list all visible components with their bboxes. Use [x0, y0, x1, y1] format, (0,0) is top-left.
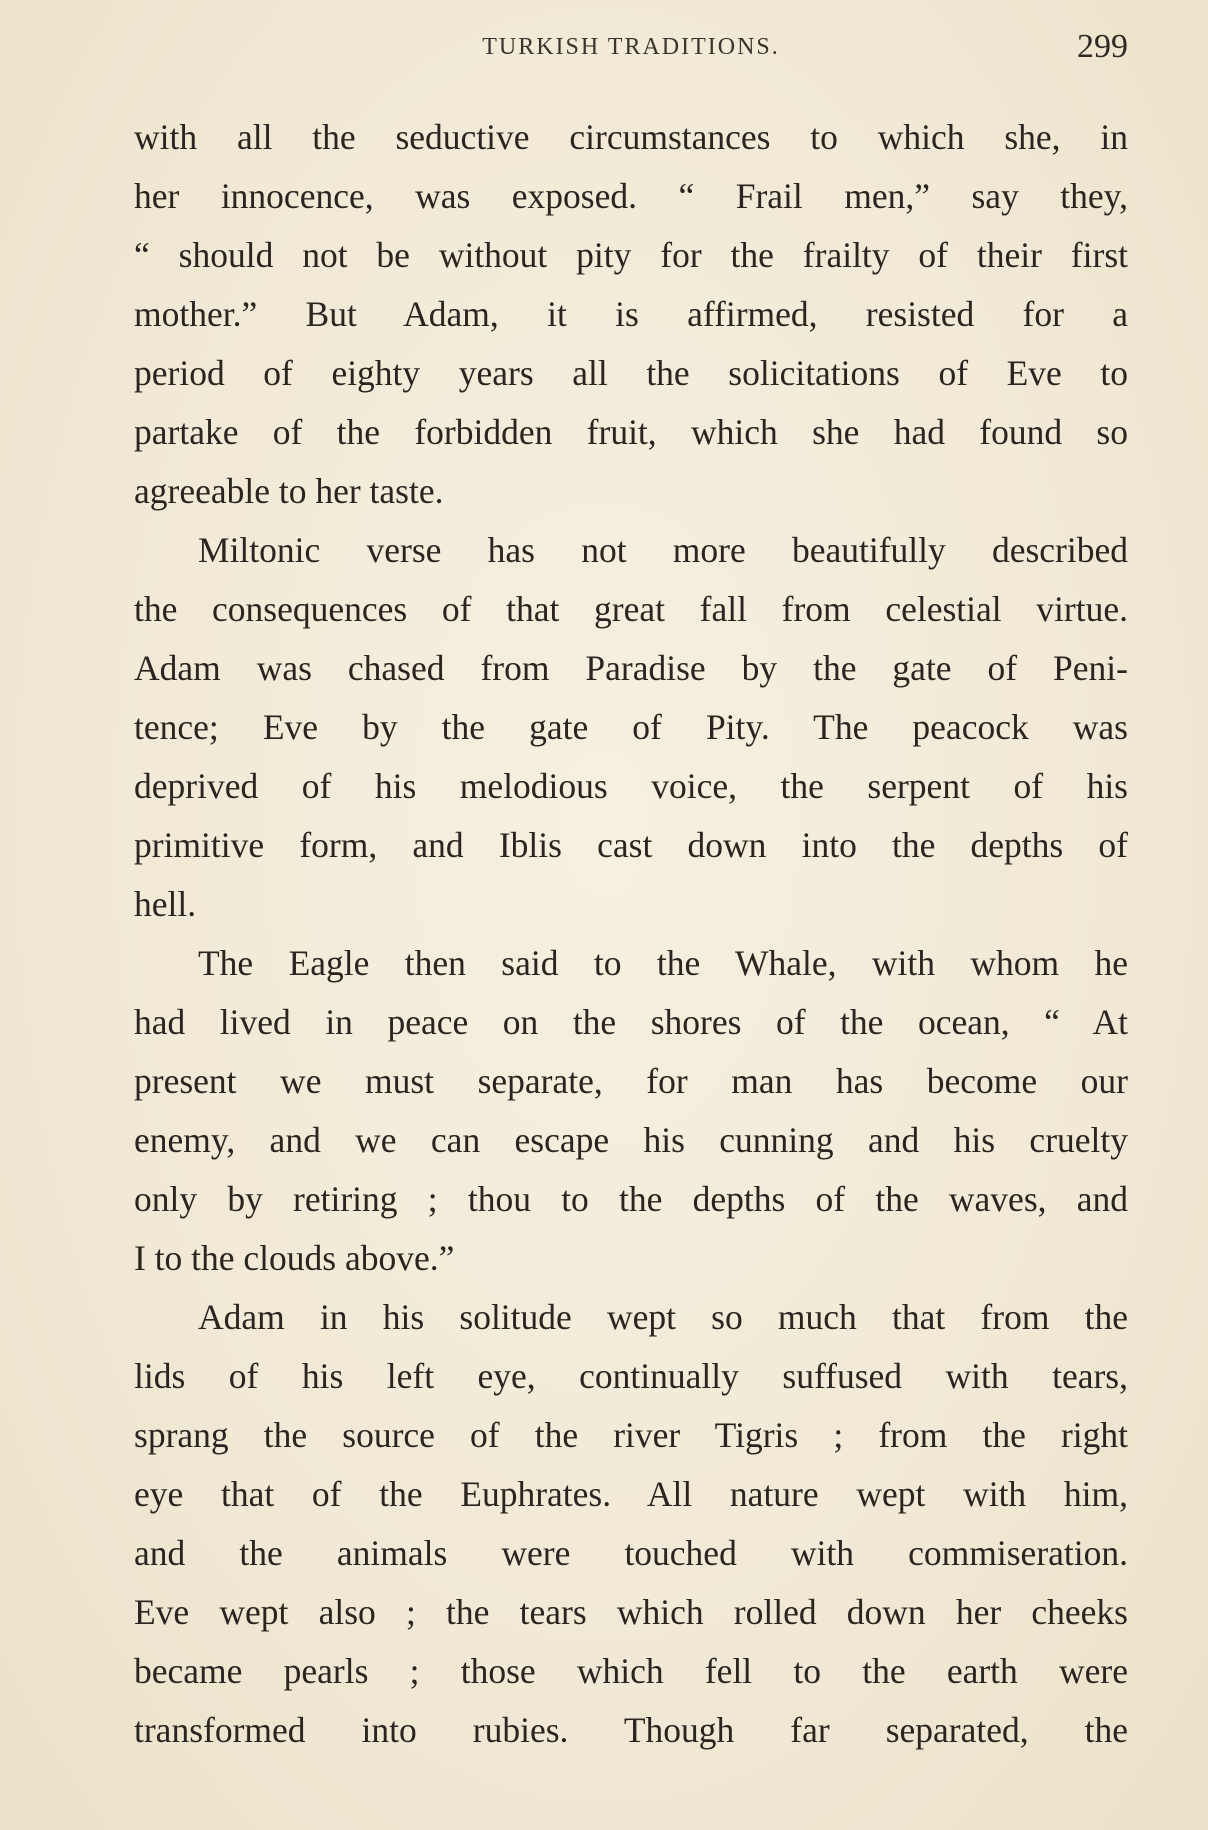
text-line: present we must separate, for man has become our [134, 1061, 1128, 1101]
text-line: became pearls ; those which fell to the earth were [134, 1651, 1128, 1691]
text-line: period of eighty years all the solicitations of Eve to [134, 353, 1128, 393]
text-line: tence; Eve by the gate of Pity. The peacock was [134, 707, 1128, 747]
text-line: lids of his left eye, continually suffused with tears, [134, 1356, 1128, 1396]
text-line: enemy, and we can escape his cunning and his cruelty [134, 1120, 1128, 1160]
text-line: “ should not be without pity for the frailty of their first [134, 235, 1128, 275]
text-line: and the animals were touched with commiseration. [134, 1533, 1128, 1573]
running-head [134, 28, 1128, 68]
text-line: hell. [134, 884, 197, 924]
text-line: transformed into rubies. Though far separated, the [134, 1710, 1128, 1750]
paragraph-start-line: Adam in his solitude wept so much that from the [198, 1297, 1128, 1337]
paragraph-start-line: Miltonic verse has not more beautifully described [198, 530, 1128, 570]
text-line: only by retiring ; thou to the depths of the waves, and [134, 1179, 1128, 1219]
page-number: 299 [1077, 28, 1128, 65]
body-text [134, 108, 1128, 1760]
text-line: eye that of the Euphrates. All nature wept with him, [134, 1474, 1128, 1514]
running-title: TURKISH TRADITIONS. [482, 34, 780, 60]
text-line: had lived in peace on the shores of the ocean, “ At [134, 1002, 1128, 1042]
paragraph-start-line: The Eagle then said to the Whale, with whom he [198, 943, 1128, 983]
text-line: partake of the forbidden fruit, which she had found so [134, 412, 1128, 452]
text-line: sprang the source of the river Tigris ; from the right [134, 1415, 1128, 1455]
text-line: her innocence, was exposed. “ Frail men,” say they, [134, 176, 1128, 216]
text-line: I to the clouds above.” [134, 1238, 455, 1278]
text-line: agreeable to her taste. [134, 471, 444, 511]
text-line: with all the seductive circumstances to which she, in [134, 117, 1128, 157]
text-line: Adam was chased from Paradise by the gate of Peni- [134, 648, 1128, 688]
text-line: primitive form, and Iblis cast down into the depths of [134, 825, 1128, 865]
text-line: Eve wept also ; the tears which rolled down her cheeks [134, 1592, 1128, 1632]
text-line: the consequences of that great fall from celestial virtue. [134, 589, 1128, 629]
text-line: deprived of his melodious voice, the serpent of his [134, 766, 1128, 806]
text-line: mother.” But Adam, it is affirmed, resisted for a [134, 294, 1128, 334]
